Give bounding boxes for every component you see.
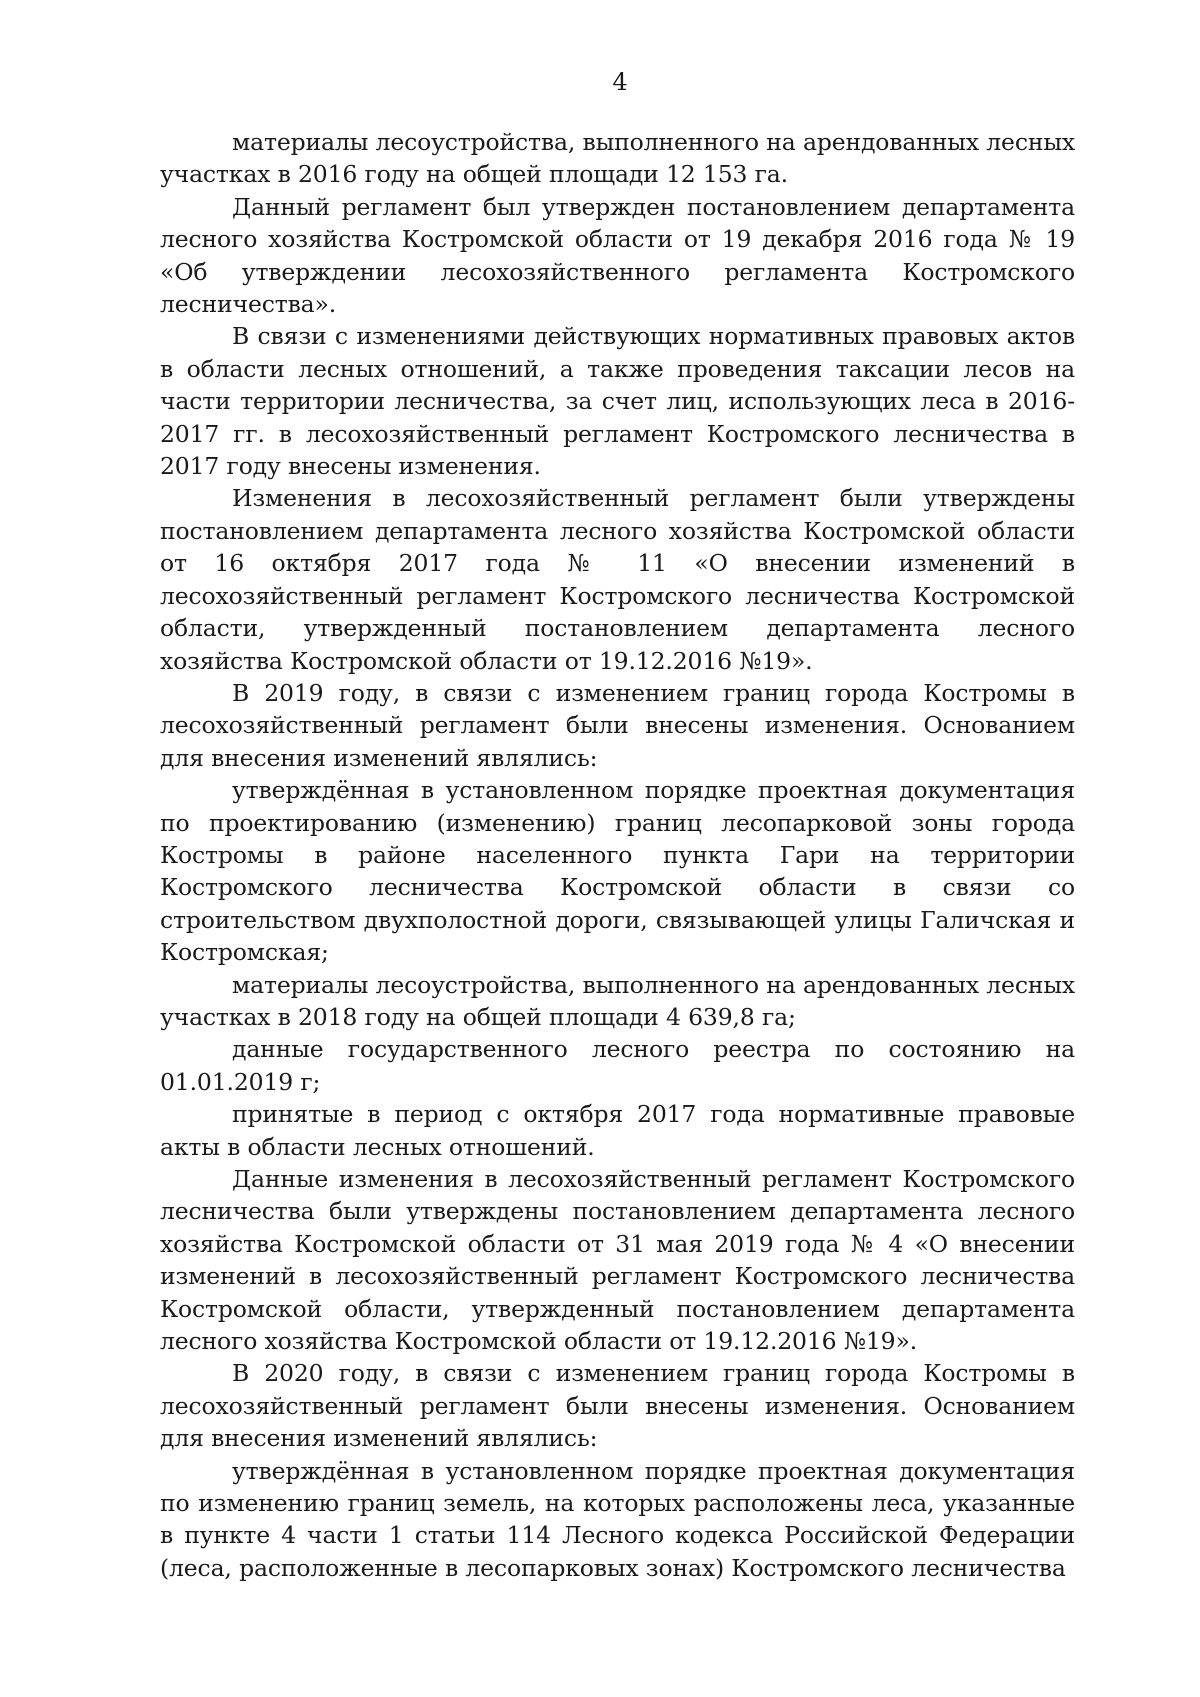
paragraph: утверждённая в установленном порядке проектная документация по изменению границ земель, на которых расположены леса, указанные в пункте 4 части 1 статьи 114 Лесного кодекса Российской Федерации (леса, расположенные в лесопарковых зонах) Костромского лесничества: [160, 1456, 1075, 1582]
paragraph: В 2019 году, в связи с изменением границ города Костромы в лесохозяйственный регламент были внесены изменения. Основанием для внесения изменений являлись:: [160, 678, 1075, 772]
paragraph: Данные изменения в лесохозяйственный регламент Костромского лесничества были утверждены постановлением департамента лесного хозяйства Костромской области от 31 мая 2019 года № 4 «О внесении изменений в лесохозяйственный регламент Костромского лесничества Костромской области, утвержденный постановлением департамента лесного хозяйства Костромской области от 19.12.2016 №19».: [160, 1165, 1075, 1356]
paragraph: материалы лесоустройства, выполненного на арендованных лесных участках в 2018 году на общей площади 4 639,8 га;: [160, 970, 1075, 1031]
paragraph: В 2020 году, в связи с изменением границ города Костромы в лесохозяйственный регламент были внесены изменения. Основанием для внесения изменений являлись:: [160, 1359, 1075, 1453]
page-number: 4: [612, 68, 628, 96]
paragraph: утверждённая в установленном порядке проектная документация по проектированию (изменению) границ лесопарковой зоны города Костромы в районе населенного пункта Гари на территории Костромского лесничества Костромской области в связи со строительством двухполостной дороги, связывающей улицы Галичская и Костромская;: [160, 776, 1075, 967]
paragraph: материалы лесоустройства, выполненного на арендованных лесных участках в 2016 году на общей площади 12 153 га.: [160, 128, 1075, 189]
paragraph: Данный регламент был утвержден постановлением департамента лесного хозяйства Костромской области от 19 декабря 2016 года № 19 «Об утверждении лесохозяйственного регламента Костромского лесничества».: [160, 192, 1075, 319]
paragraph: данные государственного лесного реестра по состоянию на 01.01.2019 г;: [160, 1035, 1075, 1096]
paragraph: принятые в период с октября 2017 года нормативные правовые акты в области лесных отношений.: [160, 1100, 1075, 1161]
paragraph: Изменения в лесохозяйственный регламент были утверждены постановлением департамента лесного хозяйства Костромской области от 16 октября 2017 года № 11 «О внесении изменений в лесохозяйственный регламент Костромского лесничества Костромской области, утвержденный постановлением департамента лесного хозяйства Костромской области от 19.12.2016 №19».: [160, 484, 1075, 675]
paragraph: В связи с изменениями действующих нормативных правовых актов в области лесных отношений, а также проведения таксации лесов на части территории лесничества, за счет лиц, использующих леса в 2016-2017 гг. в лесохозяйственный регламент Костромского лесничества в 2017 году внесены изменения.: [160, 322, 1075, 481]
document-body: [160, 126, 1075, 1584]
